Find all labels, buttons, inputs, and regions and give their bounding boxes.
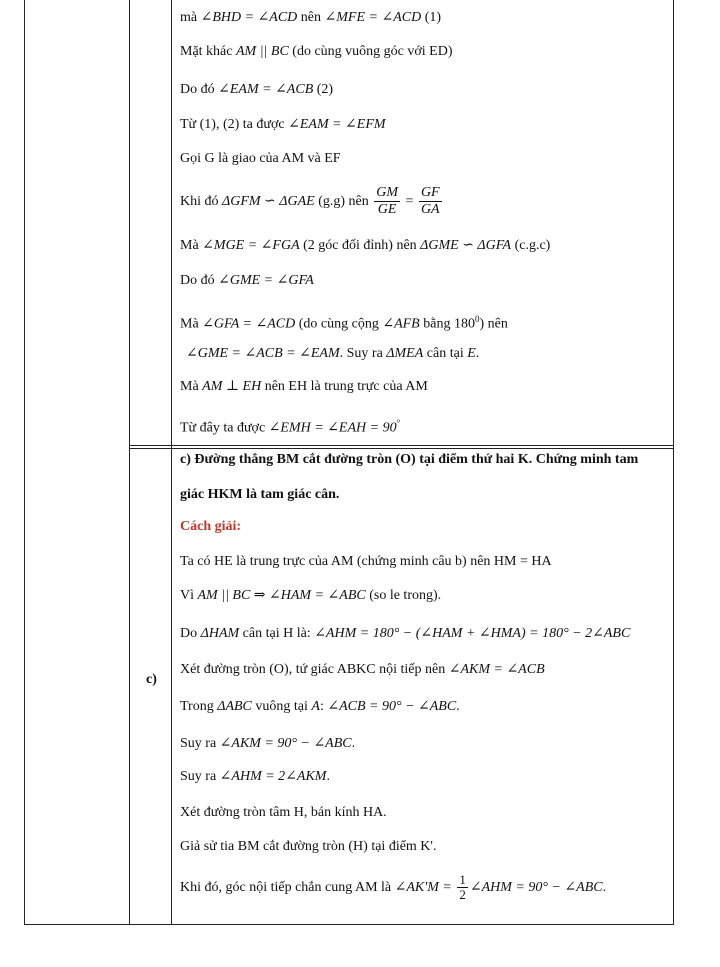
- proof-line: ∠GME = ∠ACB = ∠EAM. Suy ra ΔMEA cân tại E.: [186, 346, 480, 361]
- proof-line: Từ đây ta được ∠EMH = ∠EAH = 90°: [180, 418, 401, 436]
- fraction-one-half: $\frac{1}{2}$: [459, 872, 466, 903]
- question-text: c) Đường thẳng BM cắt đường tròn (O) tại điểm thứ hai K. Chứng minh tam: [180, 452, 639, 467]
- proof-line: Suy ra ∠AHM = 2∠AKM.: [180, 769, 330, 784]
- row-divider-2: [129, 448, 674, 449]
- proof-line: Khi đó, góc nội tiếp chắn cung AM là ∠AK'M = $\frac{1}{2}$ ∠AHM = 90° − ∠ABC.: [180, 872, 607, 903]
- proof-line: Mà AM ⊥ EH nên EH là trung trực của AM: [180, 379, 428, 394]
- proof-line: Mặt khác AM || BC (do cùng vuông góc với ED): [180, 44, 453, 59]
- proof-line: Do đó ∠GME = ∠GFA: [180, 273, 314, 288]
- proof-line: Gọi G là giao của AM và EF: [180, 151, 341, 166]
- fraction-gm-ge: $\frac{GM}{GE}$: [376, 185, 399, 218]
- proof-line: Xét đường tròn tâm H, bán kính HA.: [180, 805, 387, 820]
- proof-line: Mà ∠MGE = ∠FGA (2 góc đối đỉnh) nên ΔGME ∽ ΔGFA (c.g.c): [180, 238, 551, 253]
- table-border-bottom: [24, 924, 674, 925]
- fraction-gf-ga: $\frac{GF}{GA}$: [420, 185, 440, 218]
- proof-line: Vì AM || BC ⇒ ∠HAM = ∠ABC (so le trong).: [180, 588, 442, 603]
- proof-line: mà ∠BHD = ∠ACD nên ∠MFE = ∠ACD (1): [180, 10, 442, 25]
- table-border-left: [24, 0, 25, 925]
- table-col-divider-1: [129, 0, 130, 925]
- proof-line: Từ (1), (2) ta được ∠EAM = ∠EFM: [180, 117, 386, 132]
- proof-line: Do đó ∠EAM = ∠ACB (2): [180, 82, 334, 97]
- proof-line: Giả sử tia BM cắt đường tròn (H) tại điểm K'.: [180, 839, 437, 854]
- question-text: giác HKM là tam giác cân.: [180, 487, 340, 502]
- proof-line: Suy ra ∠AKM = 90° − ∠ABC.: [180, 736, 356, 751]
- proof-line: Xét đường tròn (O), tứ giác ABKC nội tiếp nên ∠AKM = ∠ACB: [180, 662, 545, 677]
- part-label: c): [146, 672, 157, 687]
- row-divider: [129, 445, 674, 446]
- table-col-divider-2: [171, 0, 172, 925]
- proof-line: Khi đó ΔGFM ∽ ΔGAE (g.g) nên $\frac{GM}{GE}$ = $\frac{GF}{GA}$: [180, 185, 440, 218]
- proof-line: Ta có HE là trung trực của AM (chứng minh câu b) nên HM = HA: [180, 554, 552, 569]
- table-border-right: [673, 0, 674, 925]
- proof-line: Trong ΔABC vuông tại A: ∠ACB = 90° − ∠ABC.: [180, 699, 460, 714]
- method-heading: Cách giải:: [180, 519, 242, 534]
- proof-line: Do ΔHAM cân tại H là: ∠AHM = 180° − (∠HAM + ∠HMA) = 180° − 2∠ABC: [180, 626, 631, 641]
- proof-line: Mà ∠GFA = ∠ACD (do cùng cộng ∠AFB bằng $180^0$) nên: [180, 314, 508, 332]
